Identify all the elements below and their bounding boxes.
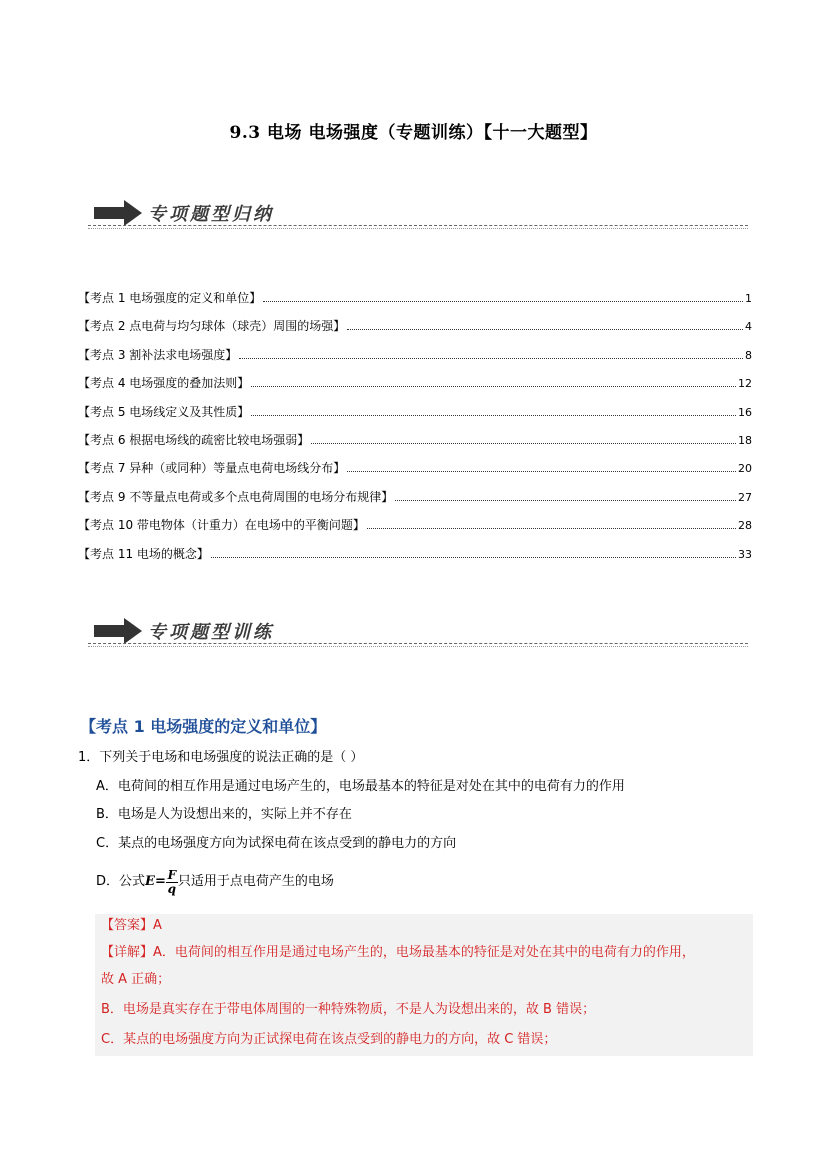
detail-line: B．电场是真实存在于带电体周围的一种特殊物质，不是人为设想出来的，故 B 错误； <box>101 1002 596 1017</box>
toc-entry[interactable]: 【考点 2 点电荷与均匀球体（球壳）周围的场强】 4 <box>78 319 752 334</box>
summary-banner-title: 专项题型归纳 <box>148 204 274 225</box>
option-d: D．公式 E = $\frac{F}{q}$ 只适用于点电荷产生的电场 <box>96 867 334 896</box>
summary-banner <box>88 198 748 234</box>
banner-divider <box>88 228 748 229</box>
banner-divider <box>88 646 748 647</box>
document-title: 9.3 电场 电场强度（专题训练）【十一大题型】 <box>229 123 598 143</box>
banner-divider <box>88 643 748 644</box>
detail-line: C．某点的电场强度方向为正试探电荷在该点受到的静电力的方向，故 C 错误； <box>101 1032 557 1047</box>
toc-entry[interactable]: 【考点 1 电场强度的定义和单位】 1 <box>78 291 752 305</box>
formula: E = $\frac{F}{q}$ <box>145 867 177 896</box>
arrow-icon <box>94 200 142 226</box>
training-banner-title: 专项题型训练 <box>148 622 274 643</box>
training-banner <box>88 616 748 652</box>
table-of-contents <box>78 288 752 572</box>
detail-line: 故 A 正确； <box>101 972 171 987</box>
toc-entry[interactable]: 【考点 7 异种（或同种）等量点电荷电场线分布】 20 <box>78 461 752 476</box>
detail-line: 【详解】A．电荷间的相互作用是通过电场产生的，电场最基本的特征是对处在其中的电荷有力的作用， <box>101 945 695 960</box>
toc-entry[interactable]: 【考点 6 根据电场线的疏密比较电场强弱】 18 <box>78 432 752 447</box>
option-b: B．电场是人为设想出来的，实际上并不存在 <box>96 807 352 822</box>
toc-entry[interactable]: 【考点 10 带电物体（计重力）在电场中的平衡问题】 28 <box>78 518 752 533</box>
toc-entry[interactable]: 【考点 5 电场线定义及其性质】 16 <box>78 404 752 419</box>
toc-entry[interactable]: 【考点 9 不等量点电荷或多个点电荷周围的电场分布规律】 27 <box>78 489 752 504</box>
banner-divider <box>88 225 748 226</box>
toc-entry[interactable]: 【考点 11 电场的概念】 33 <box>78 546 752 561</box>
toc-entry[interactable]: 【考点 3 割补法求电场强度】 8 <box>78 347 752 362</box>
toc-entry[interactable]: 【考点 4 电场强度的叠加法则】 12 <box>78 376 752 391</box>
arrow-icon <box>94 618 142 644</box>
option-c: C．某点的电场强度方向为试探电荷在该点受到的静电力的方向 <box>96 836 457 851</box>
option-a: A．电荷间的相互作用是通过电场产生的，电场最基本的特征是对处在其中的电荷有力的作用 <box>96 779 625 794</box>
fraction: $\frac{F}{q}$ <box>167 867 177 896</box>
question-stem: 1．下列关于电场和电场强度的说法正确的是（ ） <box>78 750 364 765</box>
section-heading: 【考点 1 电场强度的定义和单位】 <box>80 717 327 736</box>
answer-line: 【答案】A <box>101 918 162 933</box>
